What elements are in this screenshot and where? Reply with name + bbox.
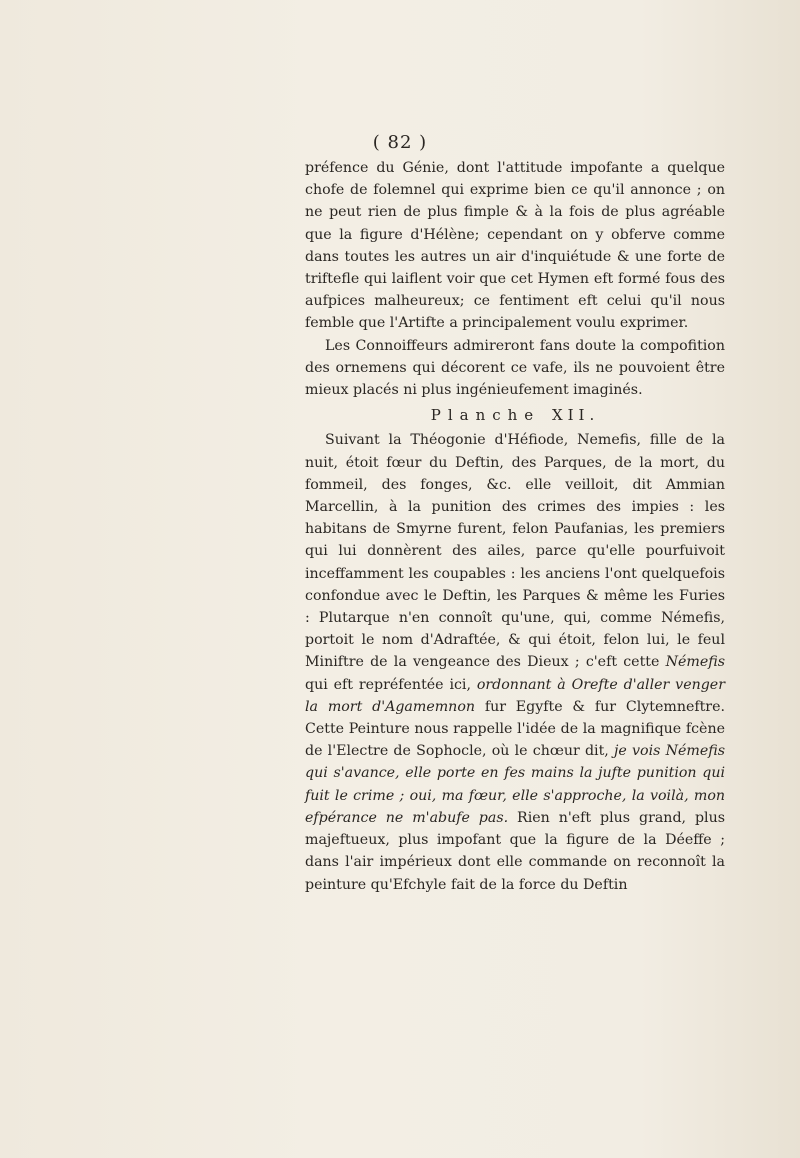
paragraph-connoisseurs: Les Connoiffeurs admireront fans doute la compofition des ornemens qui décorent ce vafe, ils ne pouvoient être mieux placés ni plus ingénieufement imaginés. <box>305 337 725 399</box>
paragraph-nemesis <box>305 429 725 895</box>
text-run: qui eft repréfentée ici, <box>305 676 477 693</box>
plate-heading <box>305 404 725 426</box>
text-run: fur Egyfte & fur Clytemneftre. Cette Peinture nous rappelle l'idée de la magnifique fcène de l'Electre de Sophocle, où le chœur dit, <box>305 698 725 760</box>
italic-quote: je vois Némefis qui s'avance, elle porte en fes mains la jufte punition qui fuit le crime ; oui, ma fœur, elle s'approche, la voilà, mon efpérance ne m'abufe pas. <box>305 743 725 826</box>
body-text <box>305 157 725 896</box>
page-number: ( 82 ) <box>372 132 428 153</box>
italic-run: ordonnant à Orefte d'aller venger la mort d'Agamemnon <box>305 676 725 715</box>
plate-heading-numeral: XII. <box>551 406 600 425</box>
paragraph-continuation: préfence du Génie, dont l'attitude impofante a quelque chofe de folemnel qui exprime bien ce qu'il annonce ; on ne peut rien de plus fimple & à la fois de plus agréable que la figure d'Hélène; cependant on y obferve comme dans toutes les autres un air d'inquiétude & une forte de triftefle qui laiflent voir que cet Hymen eft formé fous des aufpices malheureux; ce fentiment eft celui qu'il nous femble que l'Artifte a principalement voulu exprimer. <box>305 160 725 332</box>
italic-run: Némefis <box>665 654 725 671</box>
text-run: Rien n'eft plus grand, plus majeftueux, plus impofant que la figure de la Déeffe ; dans l'air impérieux dont elle commande on reconnoît la peinture qu'Efchyle fait de la force du Deftin <box>305 809 725 893</box>
text-run: Suivant la Théogonie d'Héfiode, Nemefis, fille de la nuit, étoit fœur du Deftin, des Parques, de la mort, du fommeil, des fonges, &c. elle veilloit, dit Ammian Marcellin, à la punition des crimes des impies : les habitans de Smyrne furent, felon Paufanias, les premiers qui lui donnèrent des ailes, parce qu'elle pourfuivoit inceffamment les coupables : les anciens l'ont quelquefois confondue avec le Deftin, les Parques & même les Furies : Plutarque n'en connoît qu'une, qui, comme Némefis, portoit le nom d'Adraftée, & qui étoit, felon lui, le feul Miniftre de la vengeance des Dieux ; c'eft cette <box>305 432 725 671</box>
plate-heading-word: Planche <box>430 406 541 425</box>
